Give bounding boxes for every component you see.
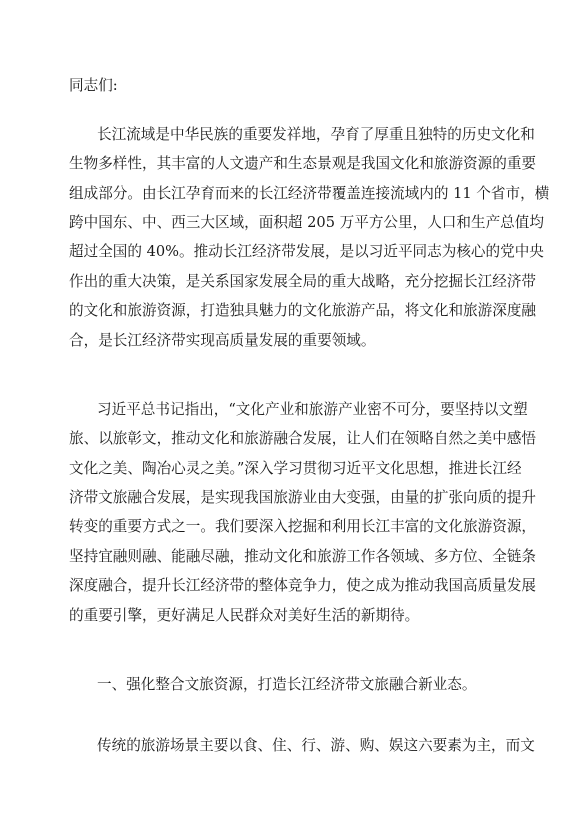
paragraph-line: 长江流域是中华民族的重要发祥地，孕育了厚重且独特的历史文化和 <box>97 126 535 143</box>
paragraph-line: 济带文旅融合发展，是实现我国旅游业由大变强，由量的扩张向质的提升 <box>69 489 537 506</box>
paragraph-line: 文化之美、陶冶心灵之美。”深入学习贯彻习近平文化思想，推进长江经 <box>69 460 522 477</box>
paragraph-line: 深度融合，提升长江经济带的整体竞争力，使之成为推动我国高质量发展 <box>69 577 537 594</box>
paragraph-line: 传统的旅游场景主要以食、住、行、游、购、娱这六要素为主，而文 <box>97 737 535 754</box>
paragraph-line: 转变的重要方式之一。我们要深入挖掘和利用长江丰富的文化旅游资源， <box>69 518 537 535</box>
paragraph-line: 跨中国东、中、西三大区域，面积超 205 万平方公里，人口和生产总值均 <box>69 214 544 231</box>
paragraph-line: 生物多样性，其丰富的人文遗产和生态景观是我国文化和旅游资源的重要 <box>69 155 537 172</box>
salutation: 同志们: <box>69 77 118 94</box>
paragraph-line: 旅、以旅彰文，推动文化和旅游融合发展，让人们在领略自然之美中感悟 <box>69 430 537 447</box>
paragraph-line: 组成部分。由长江孕育而来的长江经济带覆盖连接流域内的 11 个省市，横 <box>69 185 550 202</box>
paragraph-line: 作出的重大决策，是关系国家发展全局的重大战略，充分挖掘长江经济带 <box>69 273 537 290</box>
paragraph-line: 坚持宜融则融、能融尽融，推动文化和旅游工作各领域、多方位、全链条 <box>69 548 537 565</box>
paragraph-line: 习近平总书记指出，“文化产业和旅游产业密不可分，要坚持以文塑 <box>97 401 528 418</box>
paragraph-line: 合，是长江经济带实现高质量发展的重要领域。 <box>69 332 376 349</box>
paragraph-line: 超过全国的 40%。推动长江经济带发展，是以习近平同志为核心的党中央 <box>69 243 544 260</box>
paragraph-line: 的重要引擎，更好满足人民群众对美好生活的新期待。 <box>69 607 420 624</box>
section-heading: 一、强化整合文旅资源，打造长江经济带文旅融合新业态。 <box>97 676 477 693</box>
paragraph-line: 的文化和旅游资源，打造独具魅力的文化旅游产品，将文化和旅游深度融 <box>69 302 537 319</box>
